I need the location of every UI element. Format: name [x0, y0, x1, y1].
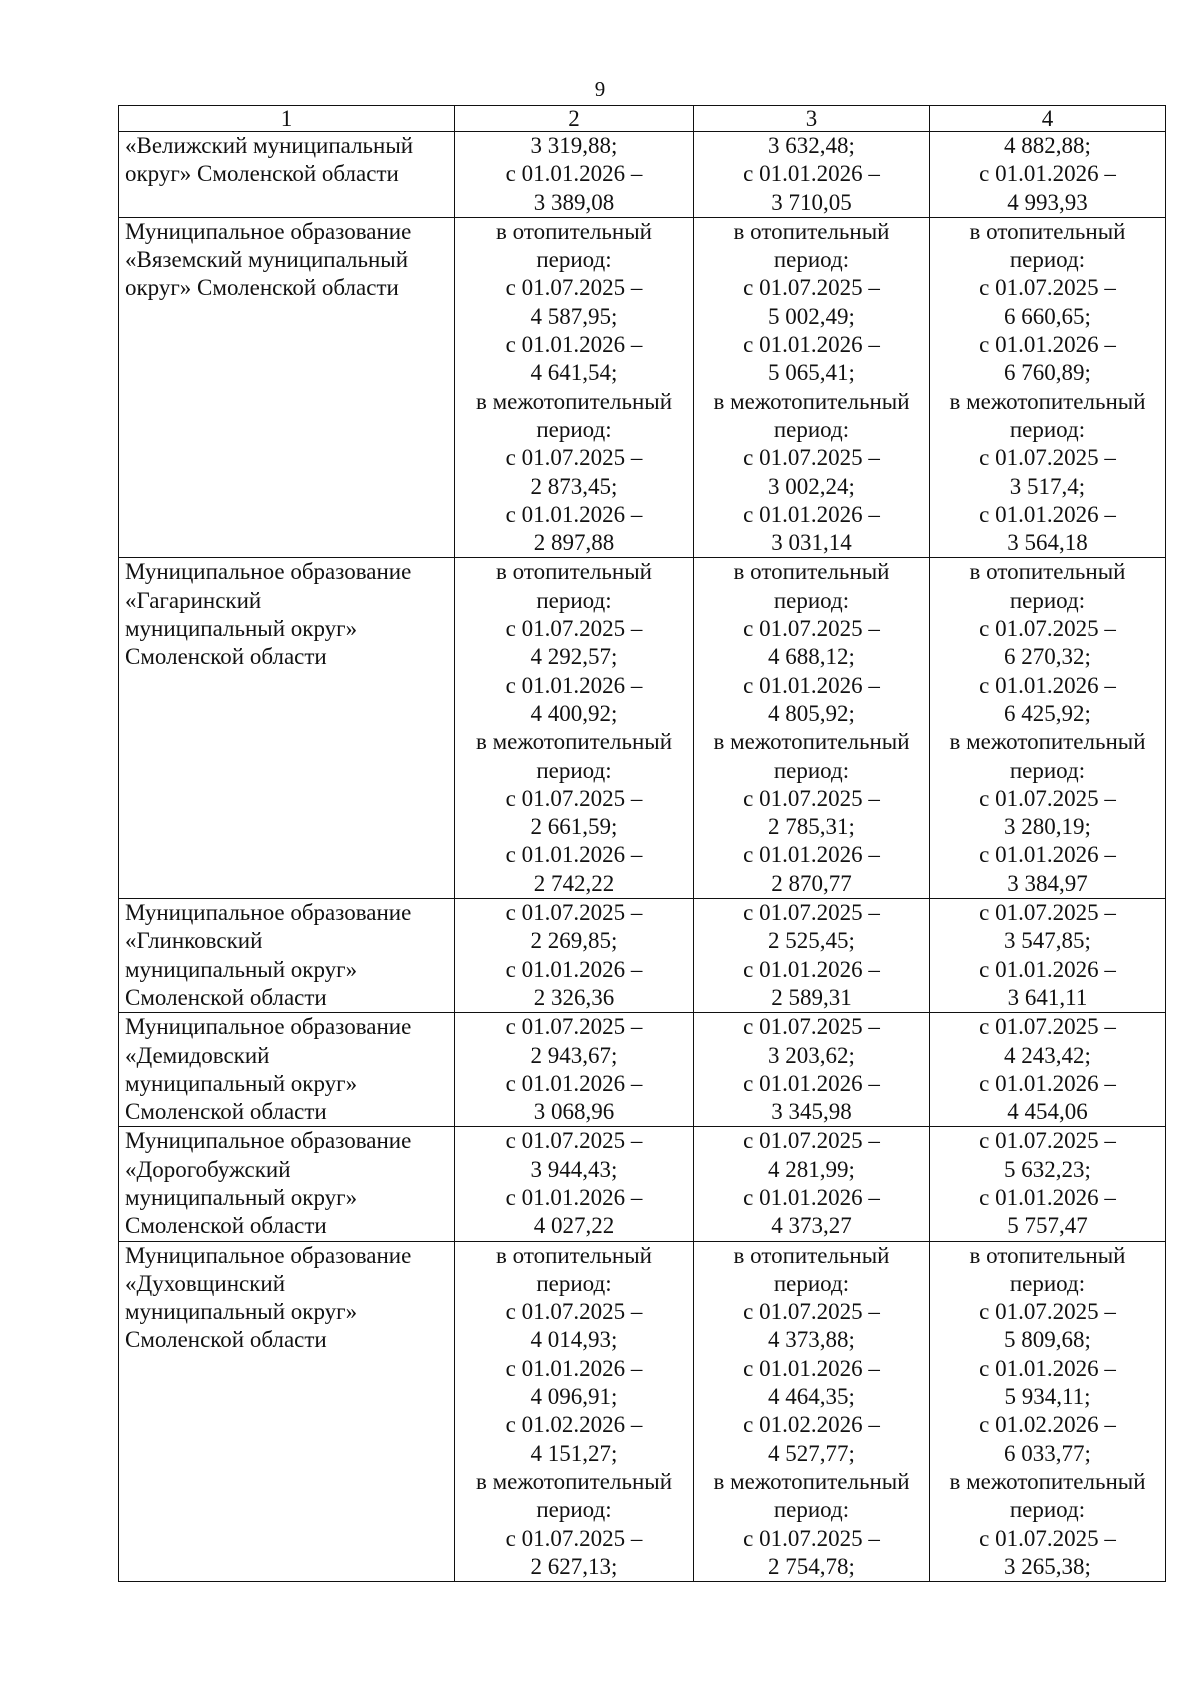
municipality-name-line: Муниципальное образование [125, 1242, 412, 1268]
municipality-name-line: Смоленской области [125, 1213, 327, 1239]
tariff-line: 2 589,31 [771, 984, 852, 1010]
column-header-1: 1 [119, 106, 455, 132]
tariff-line: 4 882,88; [1004, 133, 1091, 158]
tariff-line: 5 934,11; [1004, 1384, 1091, 1410]
tariff-cell-col2 [455, 558, 694, 899]
tariff-line: с 01.01.2026 – [743, 1355, 880, 1381]
tariff-line: в отопительный [733, 559, 890, 585]
tariff-line: с 01.01.2026 – [505, 161, 643, 187]
tariff-line: 4 527,77; [768, 1440, 855, 1466]
tariff-line: с 01.07.2025 – [743, 616, 880, 642]
municipality-name-line: «Дорогобужский [125, 1156, 291, 1182]
tariff-cell-col3 [694, 217, 930, 558]
tariff-line: 2 269,85; [530, 928, 618, 954]
tariff-line: 3 389,08 [533, 189, 615, 215]
tariff-line: период: [536, 1270, 612, 1296]
tariff-line: 4 587,95; [530, 303, 618, 329]
tariff-line: период: [1009, 416, 1086, 442]
tariff-line: с 01.07.2025 – [505, 275, 643, 301]
tariff-line: период: [1009, 247, 1086, 273]
municipality-name-line: Смоленской области [125, 984, 327, 1010]
tariff-line: с 01.07.2025 – [505, 1525, 643, 1551]
tariff-line: с 01.07.2025 – [979, 1299, 1116, 1325]
tariff-line: с 01.07.2025 – [743, 1299, 880, 1325]
tariff-line: с 01.07.2025 – [505, 616, 643, 642]
tariff-line: с 01.07.2025 – [743, 900, 880, 926]
tariff-line: 3 345,98 [771, 1099, 852, 1125]
tariff-cell-col4 [930, 132, 1166, 218]
name-cell [119, 899, 455, 1013]
tariff-line: с 01.02.2026 – [743, 1412, 880, 1438]
tariff-line: в межотопительный [713, 388, 910, 414]
tariff-line: с 01.07.2025 – [505, 1128, 643, 1154]
tariff-line: в отопительный [969, 218, 1126, 244]
tariff-line: с 01.01.2026 – [743, 332, 880, 358]
municipality-name-line: «Демидовский [125, 1042, 270, 1068]
tariff-line: с 01.01.2026 – [979, 672, 1116, 698]
tariff-line: 2 525,45; [768, 928, 855, 954]
tariff-line: с 01.02.2026 – [979, 1412, 1116, 1438]
tariff-line: с 01.07.2025 – [979, 445, 1116, 471]
tariff-line: с 01.01.2026 – [743, 501, 880, 527]
tariff-cell-col2 [455, 899, 694, 1013]
tariff-line: период: [536, 757, 612, 783]
tariff-line: с 01.07.2025 – [979, 616, 1116, 642]
tariff-line: 6 033,77; [1004, 1440, 1091, 1466]
tariff-line: 2 754,78; [768, 1553, 855, 1579]
tariff-line: с 01.07.2025 – [743, 275, 880, 301]
tariff-line: с 01.02.2026 – [505, 1412, 643, 1438]
tariff-line: в межотопительный [949, 388, 1146, 414]
municipality-name-line: Муниципальное образование [125, 559, 412, 585]
municipality-name-line: муниципальный округ» [125, 956, 358, 982]
tariff-line: с 01.07.2025 – [743, 1014, 880, 1040]
tariff-line: в отопительный [496, 218, 652, 244]
tariff-line: в отопительный [733, 1242, 890, 1268]
tariff-line: 2 742,22 [533, 870, 615, 896]
tariff-cell-col4 [930, 1241, 1166, 1582]
municipality-name-line: Смоленской области [125, 1099, 327, 1125]
table-row [119, 1127, 1166, 1241]
tariff-line: 4 292,57; [530, 644, 618, 670]
table-header-row [119, 106, 1166, 132]
tariff-line: в межотопительный [475, 729, 673, 755]
tariff-line: с 01.01.2026 – [979, 956, 1116, 982]
municipality-name-line: муниципальный округ» [125, 1184, 358, 1210]
tariff-cell-col2 [455, 1127, 694, 1241]
tariff-line: с 01.01.2026 – [979, 332, 1116, 358]
municipality-name-line: Муниципальное образование [125, 218, 412, 244]
tariff-line: 3 944,43; [530, 1156, 618, 1182]
tariff-line: 4 096,91; [530, 1384, 618, 1410]
municipality-name-line: муниципальный округ» [125, 1070, 358, 1096]
tariff-line: в отопительный [969, 559, 1126, 585]
tariff-line: в межотопительный [713, 729, 910, 755]
tariff-line: 4 688,12; [768, 644, 855, 670]
tariff-line: период: [1009, 757, 1086, 783]
tariff-line: 6 760,89; [1004, 360, 1091, 386]
tariff-cell-col4 [930, 899, 1166, 1013]
tariff-cell-col3 [694, 1241, 930, 1582]
tariff-line: с 01.07.2025 – [505, 900, 643, 926]
tariff-line: в межотопительный [475, 388, 673, 414]
tariff-line: с 01.01.2026 – [505, 672, 643, 698]
tariff-line: 6 270,32; [1004, 644, 1091, 670]
tariff-line: с 01.01.2026 – [979, 1355, 1116, 1381]
tariff-line: период: [536, 587, 612, 613]
tariff-cell-col2 [455, 132, 694, 218]
tariff-line: период: [536, 1497, 612, 1523]
tariff-line: период: [1009, 1270, 1086, 1296]
municipality-name-line: «Духовщинский [125, 1270, 286, 1296]
tariff-line: период: [773, 416, 850, 442]
tariff-line: в межотопительный [713, 1468, 910, 1494]
tariff-line: с 01.01.2026 – [979, 842, 1116, 868]
tariff-line: 5 002,49; [768, 303, 855, 329]
tariff-line: период: [536, 247, 612, 273]
tariff-line: с 01.07.2025 – [979, 900, 1116, 926]
tariff-line: с 01.01.2026 – [505, 332, 643, 358]
tariff-line: 4 993,93 [1007, 189, 1088, 215]
name-cell [119, 217, 455, 558]
tariff-line: 2 661,59; [530, 814, 618, 840]
tariff-cell-col2 [455, 1013, 694, 1127]
tariff-line: с 01.01.2026 – [743, 956, 880, 982]
municipality-name-line: Смоленской области [125, 644, 327, 670]
column-header-2: 2 [455, 106, 694, 132]
name-cell [119, 558, 455, 899]
tariff-cell-col3 [694, 558, 930, 899]
tariff-line: с 01.07.2025 – [743, 785, 880, 811]
tariff-line: 2 785,31; [768, 814, 855, 840]
municipality-name-line: Муниципальное образование [125, 1014, 412, 1040]
tariff-line: с 01.01.2026 – [505, 842, 643, 868]
tariff-line: 6 425,92; [1004, 700, 1091, 726]
tariff-line: с 01.01.2026 – [505, 1070, 643, 1096]
tariff-line: 3 710,05 [771, 189, 852, 215]
municipality-name-line: «Вяземский муниципальный округ» Смоленской области [125, 247, 409, 301]
name-cell [119, 1241, 455, 1582]
tariff-line: с 01.01.2026 – [505, 1355, 643, 1381]
tariff-line: с 01.01.2026 – [505, 501, 643, 527]
table-row [119, 217, 1166, 558]
tariff-cell-col2 [455, 1241, 694, 1582]
tariff-line: с 01.01.2026 – [743, 672, 880, 698]
tariff-line: 2 326,36 [533, 984, 615, 1010]
tariff-line: 4 805,92; [768, 700, 855, 726]
tariff-line: с 01.07.2025 – [979, 785, 1116, 811]
municipality-name-line: «Глинковский [125, 928, 263, 954]
table-row [119, 899, 1166, 1013]
tariff-line: с 01.07.2025 – [979, 275, 1116, 301]
tariff-line: в отопительный [733, 218, 890, 244]
tariff-line: 3 319,88; [530, 133, 618, 158]
tariff-line: период: [773, 247, 850, 273]
tariff-cell-col4 [930, 558, 1166, 899]
tariff-line: с 01.07.2025 – [979, 1525, 1116, 1551]
tariff-line: в отопительный [496, 559, 652, 585]
table-row [119, 558, 1166, 899]
tariff-line: с 01.07.2025 – [979, 1128, 1116, 1154]
tariff-line: в межотопительный [949, 729, 1146, 755]
table-row [119, 132, 1166, 218]
tariff-line: с 01.01.2026 – [979, 161, 1116, 187]
tariff-line: в межотопительный [949, 1468, 1146, 1494]
tariff-line: с 01.07.2025 – [505, 445, 643, 471]
municipality-name-line: муниципальный округ» [125, 1299, 358, 1325]
tariff-line: с 01.07.2025 – [505, 785, 643, 811]
name-cell [119, 1127, 455, 1241]
municipality-name-line: «Велижский муниципальный округ» Смоленской области [125, 133, 414, 187]
tariff-line: с 01.01.2026 – [505, 1184, 643, 1210]
tariff-line: 3 632,48; [768, 133, 855, 158]
municipality-name-line: «Гагаринский [125, 587, 262, 613]
tariff-line: 3 517,4; [1009, 473, 1086, 499]
tariff-line: 3 068,96 [533, 1099, 615, 1125]
column-header-4: 4 [930, 106, 1166, 132]
tariff-line: 5 632,23; [1004, 1156, 1091, 1182]
tariff-line: 4 373,88; [768, 1327, 855, 1353]
tariff-line: с 01.07.2025 – [505, 1299, 643, 1325]
tariff-line: 2 627,13; [530, 1553, 618, 1579]
tariff-line: период: [536, 416, 612, 442]
tariff-line: период: [1009, 1497, 1086, 1523]
tariff-line: 3 265,38; [1004, 1553, 1091, 1579]
tariff-cell-col4 [930, 1127, 1166, 1241]
name-cell [119, 1013, 455, 1127]
column-header-3: 3 [694, 106, 930, 132]
tariff-line: период: [1009, 587, 1086, 613]
tariff-line: 5 065,41; [768, 360, 855, 386]
name-cell [119, 132, 455, 218]
tariff-cell-col4 [930, 1013, 1166, 1127]
tariff-line: в отопительный [496, 1242, 652, 1268]
tariff-line: 2 873,45; [530, 473, 618, 499]
tariff-line: 4 243,42; [1004, 1042, 1091, 1068]
tariff-line: 2 943,67; [530, 1042, 618, 1068]
tariff-line: 3 384,97 [1007, 870, 1088, 896]
tariff-table [118, 105, 1166, 1582]
tariff-line: период: [773, 757, 850, 783]
tariff-line: 3 203,62; [768, 1042, 855, 1068]
tariff-line: 3 031,14 [771, 530, 852, 556]
tariff-line: 4 281,99; [768, 1156, 855, 1182]
tariff-line: 5 809,68; [1004, 1327, 1091, 1353]
tariff-line: с 01.01.2026 – [743, 161, 880, 187]
tariff-line: 4 027,22 [533, 1213, 615, 1239]
tariff-line: 4 464,35; [768, 1384, 855, 1410]
tariff-line: с 01.01.2026 – [743, 842, 880, 868]
table-row [119, 1013, 1166, 1127]
tariff-cell-col2 [455, 217, 694, 558]
tariff-cell-col3 [694, 1013, 930, 1127]
tariff-line: период: [773, 587, 850, 613]
tariff-line: в отопительный [969, 1242, 1126, 1268]
tariff-line: с 01.07.2025 – [979, 1014, 1116, 1040]
table-row [119, 1241, 1166, 1582]
tariff-line: 3 641,11 [1007, 984, 1088, 1010]
tariff-line: с 01.01.2026 – [979, 1184, 1116, 1210]
municipality-name-line: Муниципальное образование [125, 900, 412, 926]
tariff-line: с 01.01.2026 – [979, 1070, 1116, 1096]
tariff-line: 3 547,85; [1004, 928, 1091, 954]
municipality-name-line: Смоленской области [125, 1327, 327, 1353]
page-number: 9 [594, 77, 606, 101]
tariff-line: 3 564,18 [1007, 530, 1088, 556]
tariff-line: с 01.01.2026 – [743, 1070, 880, 1096]
municipality-name-line: муниципальный округ» [125, 616, 358, 642]
tariff-line: 2 870,77 [771, 870, 852, 896]
municipality-name-line: Муниципальное образование [125, 1128, 412, 1154]
tariff-line: 2 897,88 [533, 530, 615, 556]
tariff-cell-col3 [694, 132, 930, 218]
tariff-line: 4 373,27 [771, 1213, 852, 1239]
tariff-line: с 01.01.2026 – [979, 501, 1116, 527]
tariff-line: 3 280,19; [1004, 814, 1091, 840]
tariff-line: 3 002,24; [768, 473, 855, 499]
tariff-line: 5 757,47 [1007, 1213, 1088, 1239]
tariff-cell-col4 [930, 217, 1166, 558]
tariff-line: с 01.01.2026 – [743, 1184, 880, 1210]
tariff-cell-col3 [694, 1127, 930, 1241]
tariff-line: 4 400,92; [530, 700, 618, 726]
tariff-line: с 01.07.2025 – [743, 445, 880, 471]
tariff-line: 6 660,65; [1004, 303, 1091, 329]
tariff-line: период: [773, 1497, 850, 1523]
tariff-line: с 01.07.2025 – [743, 1128, 880, 1154]
tariff-line: 4 151,27; [530, 1440, 618, 1466]
tariff-line: в межотопительный [475, 1468, 673, 1494]
tariff-line: период: [773, 1270, 850, 1296]
tariff-line: 4 454,06 [1007, 1099, 1088, 1125]
tariff-line: 4 641,54; [530, 360, 618, 386]
tariff-line: с 01.07.2025 – [505, 1014, 643, 1040]
tariff-line: с 01.01.2026 – [505, 956, 643, 982]
tariff-line: 4 014,93; [530, 1327, 618, 1353]
tariff-line: с 01.07.2025 – [743, 1525, 880, 1551]
tariff-cell-col3 [694, 899, 930, 1013]
